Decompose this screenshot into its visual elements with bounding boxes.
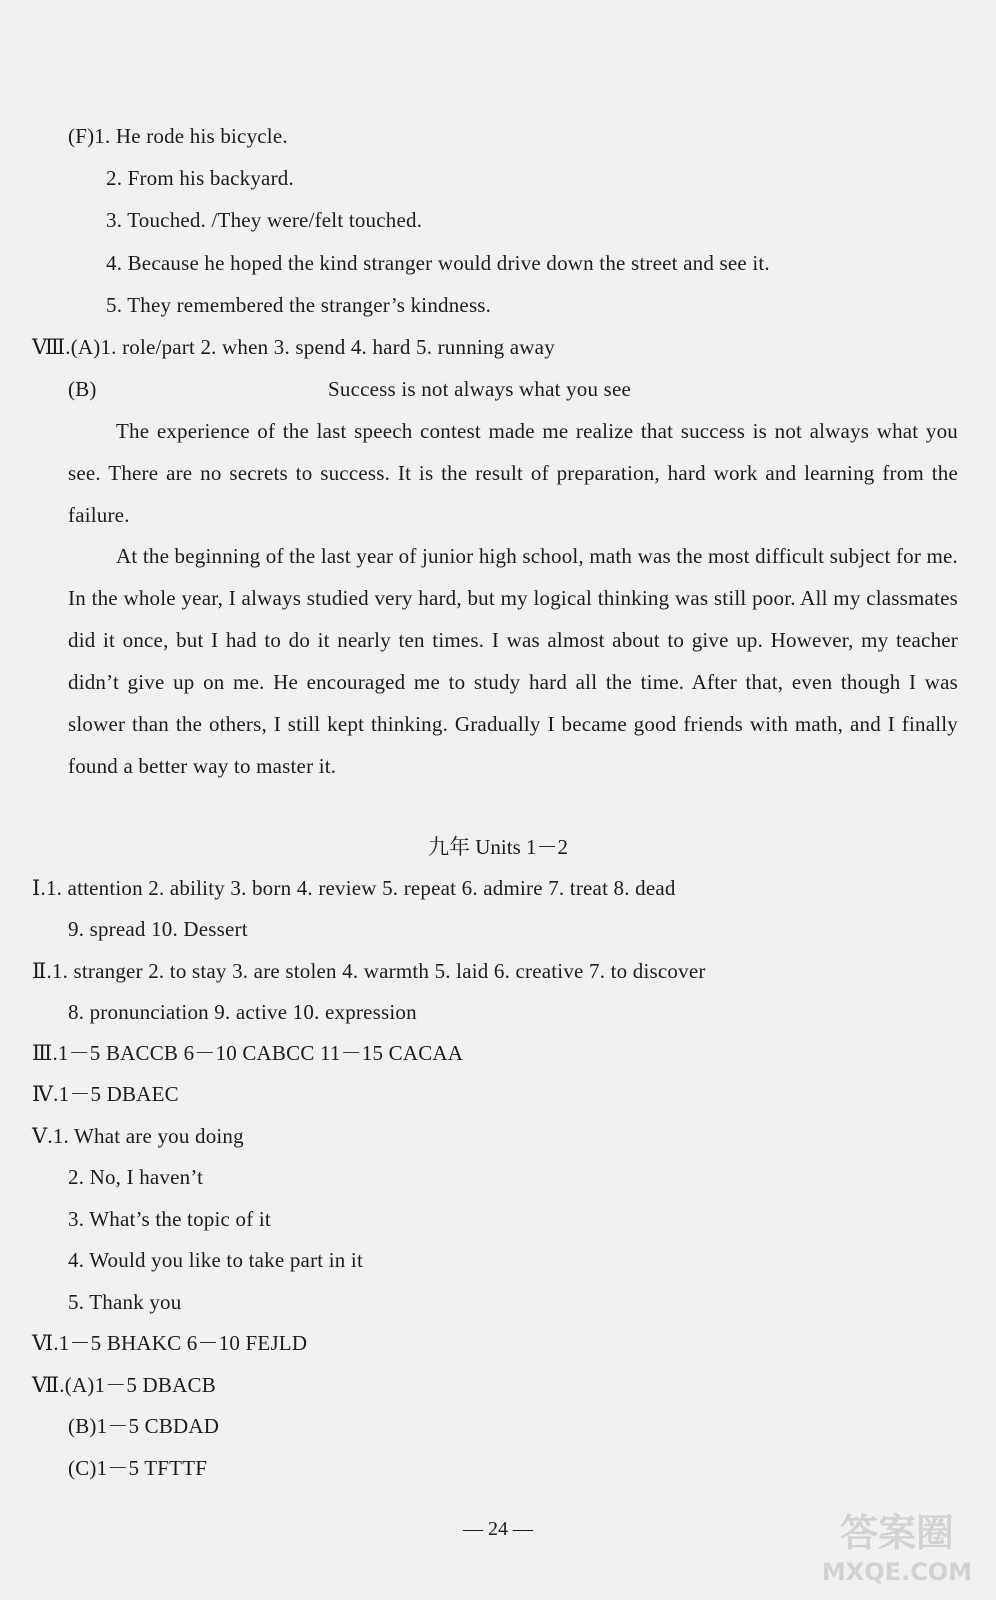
answer-f-5: 5. They remembered the stranger’s kindness. bbox=[106, 293, 492, 317]
answer-vii-a: Ⅶ.(A)1－5 DBACB bbox=[32, 1373, 216, 1397]
answer-iii: Ⅲ.1－5 BACCB 6－10 CABCC 11－15 CACAA bbox=[32, 1041, 464, 1065]
answer-vi: Ⅵ.1－5 BHAKC 6－10 FEJLD bbox=[32, 1331, 308, 1355]
answer-ii-line-1: Ⅱ.1. stranger 2. to stay 3. are stolen 4. warmth 5. laid 6. creative 7. to discover bbox=[32, 959, 706, 983]
essay-title: Success is not always what you see bbox=[328, 377, 632, 401]
answer-i-line-2: 9. spread 10. Dessert bbox=[68, 917, 248, 941]
watermark-logo bbox=[812, 1504, 982, 1590]
answer-viii-a: Ⅷ.(A)1. role/part 2. when 3. spend 4. hard 5. running away bbox=[32, 335, 555, 359]
answer-f-3: 3. Touched. /They were/felt touched. bbox=[106, 208, 423, 232]
page-number: — 24 — bbox=[463, 1518, 533, 1540]
answer-vii-b: (B)1－5 CBDAD bbox=[68, 1414, 220, 1438]
watermark-line-1: 答案圈 bbox=[839, 1511, 955, 1555]
answer-f-1: (F)1. He rode his bicycle. bbox=[68, 124, 288, 148]
answer-f-2: 2. From his backyard. bbox=[106, 166, 294, 190]
answer-v-1: Ⅴ.1. What are you doing bbox=[32, 1124, 244, 1148]
essay-paragraph-2: At the beginning of the last year of junior high school, math was the most difficult subject for me. In the whole year, I always studied very hard, but my logical thinking was still poor. All my classmates did it once, but I had to do it nearly ten times. I was almost about to give up. However, my teacher didn’t give up on me. He encouraged me to study hard all the time. After that, even though I was slower than the others, I still kept thinking. Gradually I became good friends with math, and I finally found a better way to master it. bbox=[68, 544, 958, 778]
answer-v-3: 3. What’s the topic of it bbox=[68, 1207, 271, 1231]
unit-heading: 九年 Units 1－2 bbox=[427, 835, 568, 859]
answer-viii-b-label: (B) bbox=[68, 377, 97, 401]
answer-iv: Ⅳ.1－5 DBAEC bbox=[32, 1082, 179, 1106]
answer-v-4: 4. Would you like to take part in it bbox=[68, 1248, 363, 1272]
answer-v-2: 2. No, I haven’t bbox=[68, 1165, 204, 1189]
watermark-line-2: MXQE.COM bbox=[821, 1558, 973, 1586]
answer-i-line-1: Ⅰ.1. attention 2. ability 3. born 4. review 5. repeat 6. admire 7. treat 8. dead bbox=[32, 876, 676, 900]
answer-vii-c: (C)1－5 TFTTF bbox=[68, 1456, 208, 1480]
answer-v-5: 5. Thank you bbox=[68, 1290, 182, 1314]
answer-ii-line-2: 8. pronunciation 9. active 10. expression bbox=[68, 1000, 417, 1024]
essay-paragraph-1: The experience of the last speech contest made me realize that success is not always what you see. There are no secrets to success. It is the result of preparation, hard work and learning from the failure. bbox=[68, 419, 958, 527]
answer-f-4: 4. Because he hoped the kind stranger would drive down the street and see it. bbox=[106, 251, 770, 275]
